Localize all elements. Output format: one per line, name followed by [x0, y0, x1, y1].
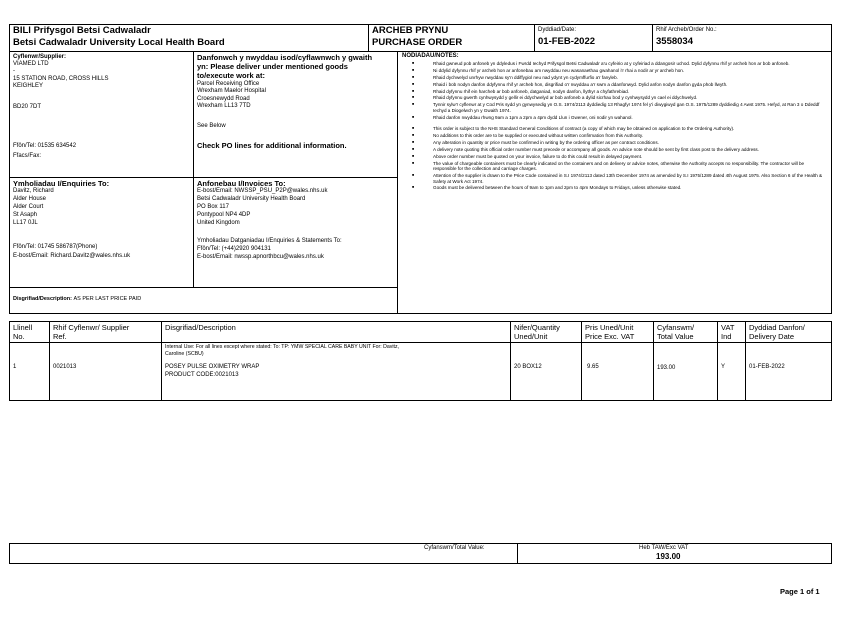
enquiries-label: Ymholiadau I/Enquiries To: — [13, 179, 110, 188]
enquiries-email[interactable]: E-bost/Email: Richard.Davitz@wales.nhs.uk — [13, 253, 131, 259]
delivery-heading: to/execute work at: — [197, 71, 265, 80]
invoices-line: Pontypool NP4 4DP — [197, 212, 251, 218]
row-internal-use: Internal Use: For all lines except where stated: To: TP: YMW SPECIAL CARE BABY UNIT For: Davitz, — [165, 344, 400, 350]
row-line-number: 1 — [13, 364, 17, 370]
col-header-line: Llinell — [13, 323, 33, 332]
row-delivery-date: 01-FEB-2022 — [749, 364, 785, 370]
delivery-line: Wrexham LL13 7TD — [197, 103, 251, 109]
table-column-divider — [745, 321, 746, 401]
totals-value: 193.00 — [656, 552, 681, 561]
delivery-heading: yn: Please deliver under mentioned goods — [197, 62, 348, 71]
date-label: Dyddiad/Date: — [538, 27, 577, 33]
main-column-divider — [397, 51, 398, 314]
col-header-line: No. — [13, 332, 25, 341]
notes-list — [405, 61, 825, 192]
doc-title-english: PURCHASE ORDER — [372, 37, 463, 48]
supplier-phone: Ffôn/Tel: 01535 634542 — [13, 143, 77, 149]
invoices-email[interactable]: E-bost/Email: NWSSP_PSU_P2P@wales.nhs.uk — [197, 188, 328, 194]
address-row-divider — [9, 177, 397, 178]
order-divider — [652, 24, 653, 52]
address-column-divider — [193, 51, 194, 287]
note-item: ■ Rhaid dyfynnu gwerth cynhwysydd y gellir ei ddychwelyd ar bob anfoneb a dylid sicrhau bod y cynhwysydd yn cael ei ddychwelyd. — [405, 95, 825, 101]
invoices-line: Betsi Cadwaladr University Health Board — [197, 196, 306, 202]
supplier-line: VIAMED LTD — [13, 61, 49, 67]
enquiries-line: St Asaph — [13, 212, 38, 218]
invoices-label: Anfonebau I/Invoices To: — [197, 179, 286, 188]
note-item: ■ Rhaid dyfynnu rhif ein harcheb ar bob anfoneb, datganiad, nodyn danfon, llythyr a chyfathrebiad. — [405, 89, 825, 95]
note-item: ■ This order is subject to the NHS Standard General Conditions of contract (a copy of which may be obtained on application to the Ordering Authority). — [405, 126, 825, 132]
totals-box — [9, 543, 832, 564]
delivery-see-below: See Below — [197, 123, 226, 129]
supplier-fax: Ffacs/Fax: — [13, 153, 42, 159]
supplier-line: KEIGHLEY — [13, 83, 44, 89]
col-header-supplier-ref: Rhif Cyflenwr/ Supplier — [53, 323, 130, 332]
note-item: ■ Rhaid dychwelyd unrhyw nwyddau sy'n ddiffygiol neu nad ydynt yn cydymffurfio a'r fanyleb. — [405, 75, 825, 81]
supplier-line: 15 STATION ROAD, CROSS HILLS — [13, 76, 109, 82]
row-item-description: POSEY PULSE OXIMETRY WRAP — [165, 364, 260, 370]
col-header-quantity: Uned/Unit — [514, 332, 548, 341]
table-column-divider — [49, 321, 50, 401]
row-product-code: PRODUCT CODE:0021013 — [165, 372, 239, 378]
delivery-line: Croesnewydd Road — [197, 96, 250, 102]
col-header-vat: VAT — [721, 323, 735, 332]
page-number: Page 1 of 1 — [780, 587, 820, 596]
order-number: 3558034 — [656, 36, 693, 47]
col-header-quantity: Nifer/Quantity — [514, 323, 560, 332]
totals-label: Cyfanswm/Total Value: — [424, 545, 485, 551]
delivery-line: Wrexham Maelor Hospital — [197, 88, 266, 94]
table-header-divider — [9, 342, 832, 343]
col-header-unit-price: Pris Uned/Unit — [585, 323, 634, 332]
note-item: ■ A delivery note quoting this official order number must precede or accompany all goods. An advice note should be sent by first class post to the delivery address. — [405, 147, 825, 153]
row-internal-use: Caroline (SCBU) — [165, 351, 204, 357]
table-column-divider — [653, 321, 654, 401]
invoices-line: PO Box 117 — [197, 204, 229, 210]
table-column-divider — [717, 321, 718, 401]
row-vat-indicator: Y — [721, 364, 726, 370]
totals-vat-label: Heb TAW/Exc VAT — [639, 545, 689, 551]
description-divider — [9, 287, 397, 288]
enquiries-line: Alder Court — [13, 204, 44, 210]
org-name-welsh: BILl Prifysgol Betsi Cadwaladr — [13, 25, 151, 36]
note-item: ■ No additions to this order are to be supplied or executed without written confirmation from this Authority. — [405, 133, 825, 139]
col-header-delivery-date: Dyddiad Danfon/ — [749, 323, 805, 332]
note-item: ■ Rhaid gwneud pob anfoneb yn ddyledus i Fwrdd Iechyd Prifysgol Betsi Cadwaladr a'u cyfeirio at y cyfeiriad a ddangosir uchod. Dylid dyfynnu rhif yr archeb hon ar bob anfoneb. — [405, 61, 825, 67]
delivery-heading: Danfonwch y nwyddau isod/cyflawnwch y gwaith — [197, 53, 373, 62]
note-item: ■ The value of chargeable containers must be clearly indicated on the containers and on delivery or advice notes, otherwise the Authority accepts no responsibility. The contractor will be responsible for the collection and carriage charges. — [405, 161, 825, 172]
note-item: ■ Goods must be delivered between the hours of 9am to 1pm and 2pm to 4pm Mondays to Fridays, unless otherwise stated. — [405, 185, 825, 191]
col-header-description: Disgrifiad/Description — [165, 323, 236, 332]
note-item: ■ Any alteration in quantity or price must be confirmed in writing by the ordering officer as per contract conditions. — [405, 140, 825, 146]
note-item: ■ Ni ddylid dyfynnu rhif yr archeb hon ar anfonebau am nwyddau neu wasanaethau gwahanol i'r rhai a nodir ar yr archeb hon. — [405, 68, 825, 74]
col-header-supplier-ref: Ref. — [53, 332, 67, 341]
supplier-line: - — [13, 68, 15, 74]
enquiries-line: Alder House — [13, 196, 47, 202]
description-summary-value: AS PER LAST PRICE PAID — [73, 296, 142, 302]
date-divider — [534, 24, 535, 52]
header-divider — [9, 51, 832, 52]
delivery-check-note: Check PO lines for additional information. — [197, 141, 347, 150]
totals-divider — [517, 543, 518, 564]
col-header-delivery-date: Delivery Date — [749, 332, 795, 341]
statements-label: Ymholiadau Datganiadau I/Enquiries & Statements To: — [197, 238, 342, 244]
supplier-label: Cyflenwr/Supplier: — [13, 54, 67, 60]
title-divider — [368, 24, 369, 52]
table-column-divider — [510, 321, 511, 401]
statements-phone: Ffôn/Tel: (+44)2920 904131 — [197, 246, 271, 252]
statements-email[interactable]: E-bost/Email: nwssp.apnorthbcu@wales.nhs.uk — [197, 254, 324, 260]
note-item: ■ Tynnir sylw'r cyflenwr at y Cod Pris sydd yn gynwysedig yn O.S. 1974/2113 dyddiedig 13 Rhagfyr 1974 fel y'i diwygiwyd gan O.S. 1975/1289 dyddiedig 4 Awst 1975. Hefyd, at Ran 3 o Ddeddf Iechyd a Diogelwch yn y Gwaith 1974. — [405, 102, 825, 113]
row-supplier-ref: 0021013 — [53, 364, 77, 370]
note-item: ■ Attention of the supplier is drawn to the Price Code contained in S.I 1974/2113 dated 13th December 1974 as amended by S.I 1975/1289 dated 4th August 1975. Also Section 6 of the Health & Safety at Work Act 1974. — [405, 173, 825, 184]
invoices-line: United Kingdom — [197, 220, 240, 226]
doc-title-welsh: ARCHEB PRYNU — [372, 25, 449, 36]
row-quantity: 20 BOX12 — [514, 364, 542, 370]
note-item: ■ Above order number must be quoted on your invoice, failure to do this could result in delayed payment. — [405, 154, 825, 160]
col-header-total: Total Value — [657, 332, 694, 341]
delivery-line: Parcel Receiving Office — [197, 81, 260, 87]
enquiries-line: Davitz, Richard — [13, 188, 54, 194]
order-number-label: Rhif Archeb/Order No.: — [656, 27, 717, 33]
line-items-table — [9, 321, 832, 401]
col-header-total: Cyfanswm/ — [657, 323, 695, 332]
description-summary-label: Disgrifiad/Description: — [13, 296, 74, 302]
table-column-divider — [581, 321, 582, 401]
notes-label: NODIADAU/NOTES: — [402, 53, 459, 59]
col-header-unit-price: Price Exc. VAT — [585, 332, 635, 341]
org-name-english: Betsi Cadwaladr University Local Health Board — [13, 37, 225, 48]
enquiries-phone: Ffôn/Tel: 01745 586787(Phone) — [13, 244, 98, 250]
note-item: ■ Rhaid danfon nwyddau rhwng 9am a 1pm a 2pm a 4pm dydd Llun i Gwener, oni nodir yn wahanol. — [405, 115, 825, 121]
row-unit-price: 9.65 — [587, 364, 599, 370]
description-summary — [13, 296, 141, 303]
order-date: 01-FEB-2022 — [538, 36, 596, 47]
note-item: ■ Rhaid i bob nodyn danfon ddyfynnu rhif yr archeb hon, disgrifiad o'r nwyddau a'r swm a ddanfonwyd. Dylid anfon nodyn danfon gyda phob llwyth. — [405, 82, 825, 88]
col-header-vat: Ind — [721, 332, 732, 341]
table-column-divider — [161, 321, 162, 401]
supplier-line: BD20 7DT — [13, 104, 42, 110]
enquiries-line: LL17 0JL — [13, 220, 38, 226]
row-total: 193.00 — [657, 365, 676, 371]
